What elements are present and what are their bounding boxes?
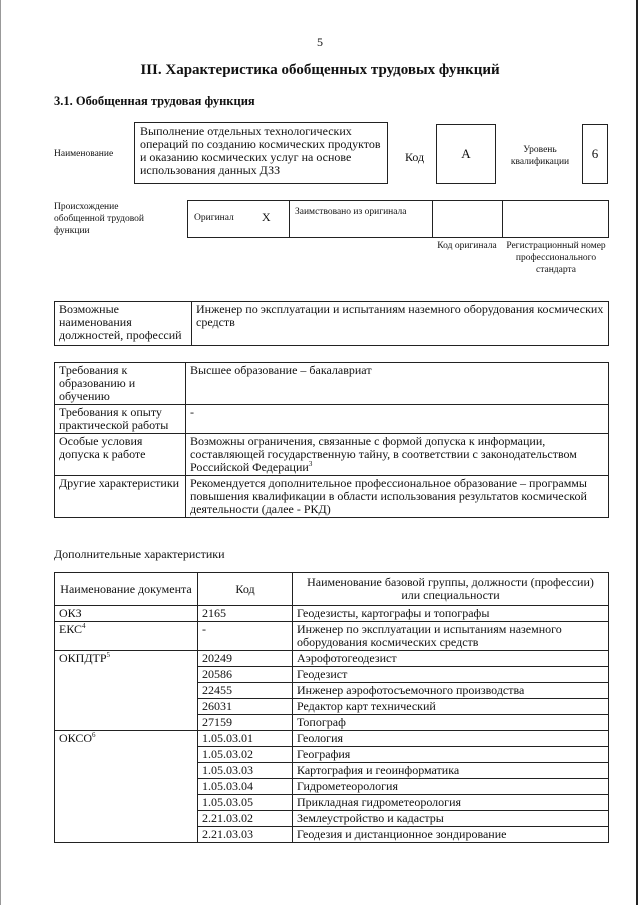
- table-row: [55, 606, 609, 622]
- name-cell: Инженер аэрофотосъемочного производства: [293, 683, 609, 699]
- req-value: Высшее образование – бакалавриат: [186, 363, 609, 405]
- code-value: А: [461, 146, 471, 161]
- doc-name: ОКЗ: [59, 606, 82, 620]
- name-cell: Прикладная гидрометеорология: [293, 795, 609, 811]
- doc-name: ОКСО: [59, 731, 93, 745]
- section-title: III. Характеристика обобщенных трудовых функций: [140, 62, 500, 78]
- col-header-doc: Наименование документа: [55, 573, 198, 606]
- name-cell: Геодезист: [293, 667, 609, 683]
- code-cell: 20586: [198, 667, 293, 683]
- code-cell: -: [198, 622, 293, 651]
- table-row: [55, 622, 609, 651]
- positions-value: Инженер по эксплуатации и испытаниям наземного оборудования космических средств: [192, 302, 609, 346]
- code-cell: 1.05.03.04: [198, 779, 293, 795]
- table-row: [55, 434, 609, 476]
- table-header-row: [55, 573, 609, 606]
- col-header-code: Код: [198, 573, 293, 606]
- name-cell: Редактор карт технический: [293, 699, 609, 715]
- code-label: Код: [405, 150, 425, 164]
- borrowed-label: Заимствовано из оригинала: [295, 207, 407, 217]
- doc-name: ОКПДТР: [59, 651, 107, 665]
- page-number: 5: [317, 35, 323, 49]
- scan-edge-right: [636, 0, 638, 905]
- name-cell: Аэрофотогеодезист: [293, 651, 609, 667]
- name-cell: Землеустройство и кадастры: [293, 811, 609, 827]
- code-cell: 20249: [198, 651, 293, 667]
- req-label: Другие характеристики: [55, 476, 186, 518]
- req-value: Возможны ограничения, связанные с формой допуска к информации, составляющей государственную тайну, в соответствии с законодательством Российской Федерации: [190, 434, 577, 474]
- table-row: [55, 651, 609, 667]
- footnote-ref: 5: [106, 651, 111, 659]
- doc-cell: [55, 622, 198, 651]
- code-cell: 1.05.03.05: [198, 795, 293, 811]
- name-cell: Геодезисты, картографы и топографы: [293, 606, 609, 622]
- code-cell: 22455: [198, 683, 293, 699]
- origin-divider-1: [289, 200, 290, 238]
- original-mark: Х: [262, 210, 271, 224]
- footnote-ref: 3: [308, 460, 313, 468]
- code-box: [436, 124, 496, 184]
- additional-heading: Дополнительные характеристики: [54, 547, 225, 561]
- original-label: Оригинал: [194, 213, 234, 223]
- table-row: [55, 731, 609, 747]
- doc-cell: [55, 606, 198, 622]
- table-row: [55, 302, 609, 346]
- code-original-caption: Код оригинала: [437, 241, 497, 251]
- code-cell: 2.21.03.02: [198, 811, 293, 827]
- name-label: Наименование: [54, 149, 114, 159]
- origin-divider-3: [502, 200, 503, 238]
- req-label: Требования к опыту практической работы: [55, 405, 186, 434]
- footnote-ref: 6: [92, 731, 96, 739]
- level-box: [582, 124, 608, 184]
- req-label: Требования к образованию и обучению: [55, 363, 186, 405]
- code-cell: 26031: [198, 699, 293, 715]
- doc-name: ЕКС: [59, 622, 83, 636]
- code-cell: 1.05.03.01: [198, 731, 293, 747]
- level-label: Уровень квалификации: [510, 145, 570, 167]
- doc-cell: [55, 731, 198, 843]
- req-value: -: [186, 405, 609, 434]
- code-cell: 27159: [198, 715, 293, 731]
- name-cell: Картография и геоинформатика: [293, 763, 609, 779]
- origin-label: Происхождение обобщенной трудовой функции: [54, 202, 144, 236]
- scan-edge-left: [0, 0, 1, 905]
- function-name-box: [134, 122, 388, 184]
- table-row: [55, 405, 609, 434]
- doc-cell: [55, 651, 198, 731]
- additional-table: [54, 572, 609, 843]
- table-row: [55, 476, 609, 518]
- req-value: Рекомендуется дополнительное профессиональное образование – программы повышения квалификации в области использования результатов космической деятельности (далее - РКД): [186, 476, 609, 518]
- name-cell: География: [293, 747, 609, 763]
- code-cell: 2165: [198, 606, 293, 622]
- name-cell: Топограф: [293, 715, 609, 731]
- name-cell: Геология: [293, 731, 609, 747]
- function-name: Выполнение отдельных технологических операций по созданию космических продуктов и оказанию космических услуг на основе использования данных ДЗЗ: [140, 124, 381, 177]
- code-cell: 2.21.03.03: [198, 827, 293, 843]
- footnote-ref: 4: [82, 622, 86, 630]
- code-cell: 1.05.03.02: [198, 747, 293, 763]
- positions-table: [54, 301, 609, 346]
- code-cell: 1.05.03.03: [198, 763, 293, 779]
- name-cell: Геодезия и дистанционное зондирование: [293, 827, 609, 843]
- req-label: Особые условия допуска к работе: [55, 434, 186, 476]
- name-cell: Инженер по эксплуатации и испытаниям наземного оборудования космических средств: [293, 622, 609, 651]
- positions-label: Возможные наименования должностей, профессий: [55, 302, 192, 346]
- requirements-table: [54, 362, 609, 518]
- origin-divider-2: [432, 200, 433, 238]
- registration-caption: Регистрационный номер профессионального стандарта: [506, 241, 606, 275]
- subsection-title: 3.1. Обобщенная трудовая функция: [54, 94, 255, 108]
- level-value: 6: [591, 146, 599, 161]
- req-value-cell: [186, 434, 609, 476]
- col-header-name: Наименование базовой группы, должности (профессии) или специальности: [293, 573, 609, 606]
- name-cell: Гидрометеорология: [293, 779, 609, 795]
- table-row: [55, 363, 609, 405]
